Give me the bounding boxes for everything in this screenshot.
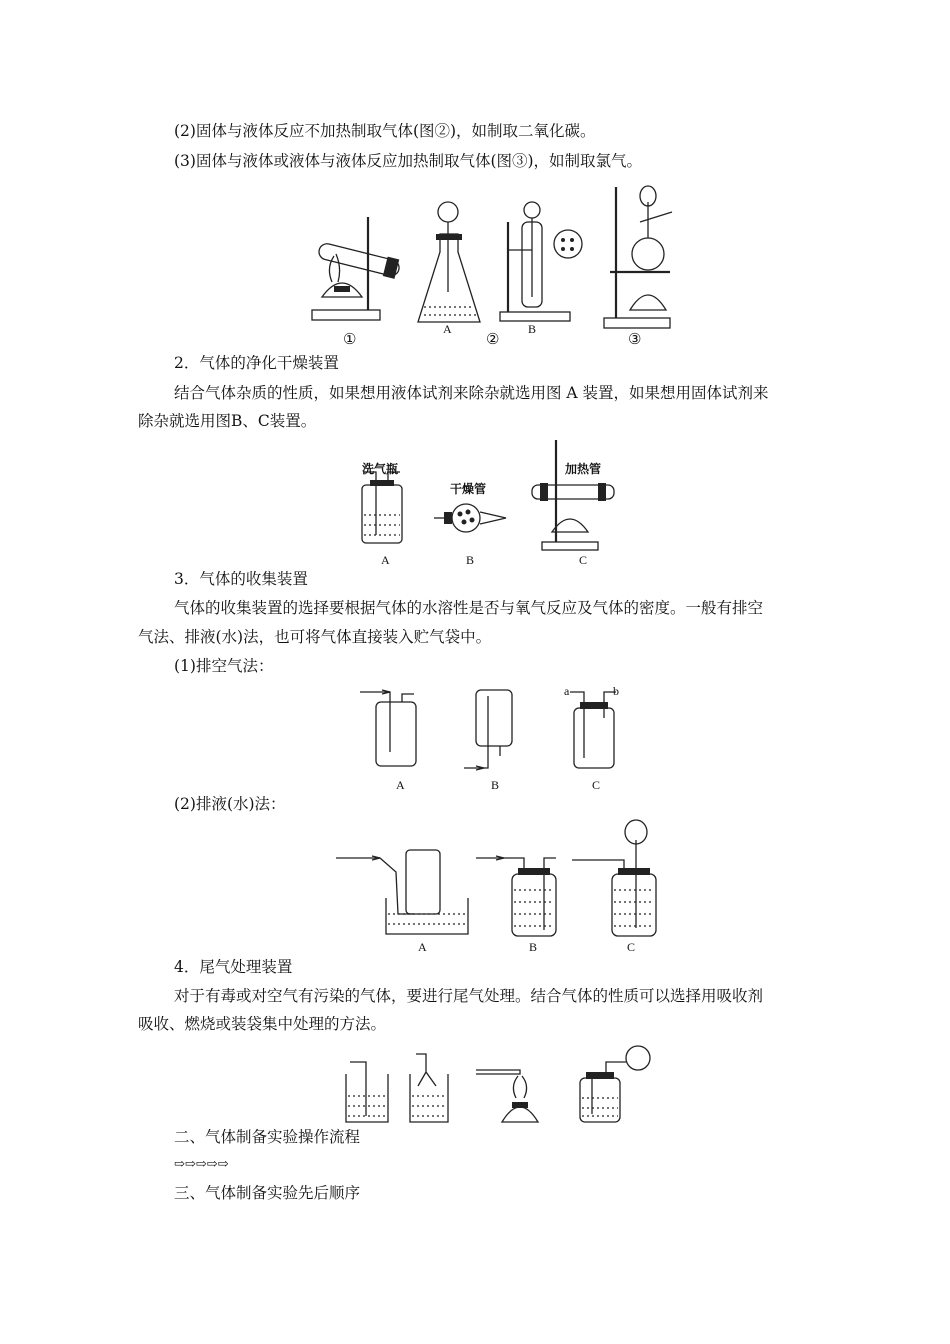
text-line: 除杂就选用图B、C装置。 [138, 412, 317, 430]
section-heading: 三、气体制备实验先后顺序 [174, 1184, 361, 1202]
water-collect-figure [336, 820, 666, 938]
fig-label: ③ [628, 332, 642, 348]
tail-gas-figure [340, 1046, 670, 1126]
fig-label: B [491, 778, 500, 792]
text-line: 对于有毒或对空气有污染的气体，要进行尾气处理。结合气体的性质可以选择用吸收剂 [174, 987, 764, 1005]
prep-apparatus-figure [300, 182, 700, 342]
air-collect-figure [356, 682, 636, 774]
fig-label: 洗气瓶 [362, 462, 399, 476]
section-heading: 3．气体的收集装置 [174, 570, 308, 588]
fig-label: A [418, 940, 427, 954]
text-line: 结合气体杂质的性质，如果想用液体试剂来除杂就选用图 A 装置，如果想用固体试剂来 [174, 384, 769, 402]
text-line: (2)固体与液体反应不加热制取气体(图②)，如制取二氧化碳。 [174, 122, 596, 140]
fig-label: B [529, 940, 538, 954]
text-line: 气体的收集装置的选择要根据气体的水溶性是否与氧气反应及气体的密度。一般有排空 [174, 599, 764, 617]
fig-label: b [613, 684, 619, 698]
fig-label: A [443, 322, 452, 336]
fig-label: 加热管 [565, 462, 602, 476]
fig-label: C [592, 778, 601, 792]
section-heading: 2．气体的净化干燥装置 [174, 354, 339, 372]
fig-label: a [564, 684, 570, 698]
text-line: (1)排空气法： [174, 657, 274, 675]
text-line: 气法、排液(水)法，也可将气体直接装入贮气袋中。 [138, 628, 492, 646]
fig-label: A [381, 553, 390, 567]
text-line: (2)排液(水)法： [174, 795, 286, 813]
purify-apparatus-figure [356, 440, 636, 555]
fig-label: 干燥管 [450, 482, 487, 496]
fig-label: A [396, 778, 405, 792]
fig-label: B [528, 322, 537, 336]
fig-label: C [579, 553, 588, 567]
text-line: (3)固体与液体或液体与液体反应加热制取气体(图③)，如制取氯气。 [174, 152, 643, 170]
fig-label: ① [343, 332, 357, 348]
fig-label: ② [486, 332, 500, 348]
section-heading: 4．尾气处理装置 [174, 958, 293, 976]
fig-label: B [466, 553, 475, 567]
text-line: 吸收、燃烧或装袋集中处理的方法。 [138, 1015, 387, 1033]
fig-label: C [627, 940, 636, 954]
section-heading: 二、气体制备实验操作流程 [174, 1128, 361, 1146]
flow-arrows: ⇨⇨⇨⇨⇨ [174, 1157, 229, 1172]
